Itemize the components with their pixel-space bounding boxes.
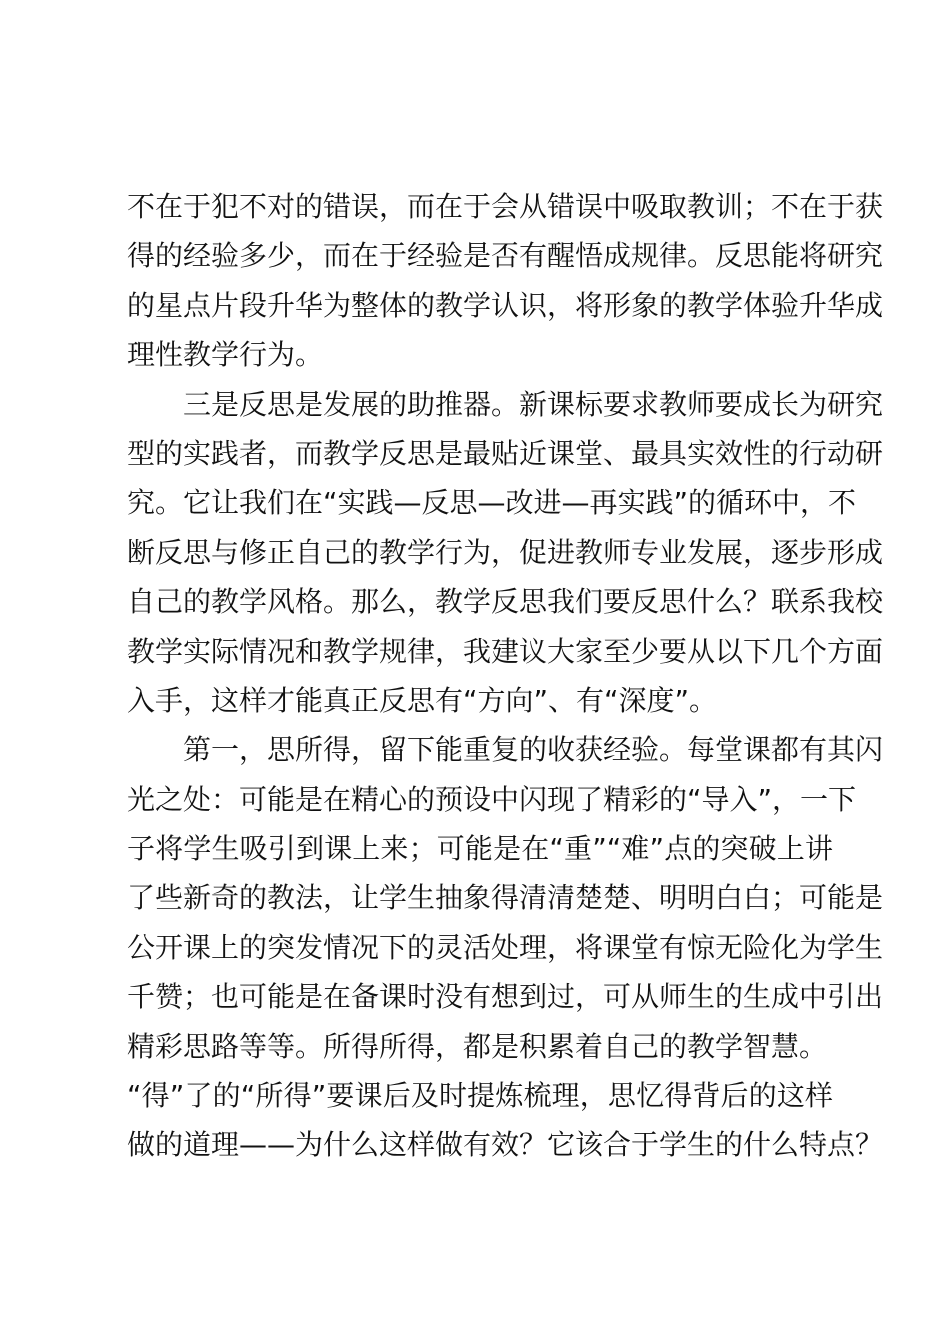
text-line: 了些新奇的教法，让学生抽象得清清楚楚、明明白白；可能是 — [127, 881, 884, 915]
text-line: 第一，思所得，留下能重复的收获经验。每堂课都有其闪 — [127, 733, 884, 767]
text-line: 自己的教学风格。那么，教学反思我们要反思什么？联系我校 — [127, 585, 884, 619]
body-text — [127, 182, 884, 1170]
text-line: 入手，这样才能真正反思有“方向”、有“深度”。 — [127, 683, 718, 717]
text-line: 理性教学行为。 — [127, 338, 324, 372]
text-line: 究。它让我们在“实践—反思—改进—再实践”的循环中，不 — [127, 486, 857, 520]
text-line: 断反思与修正自己的教学行为，促进教师专业发展，逐步形成 — [127, 535, 884, 569]
text-line: 公开课上的突发情况下的灵活处理，将课堂有惊无险化为学生 — [127, 930, 884, 964]
text-line: 子将学生吸引到课上来；可能是在“重”“难”点的突破上讲 — [127, 832, 833, 866]
text-line: 的星点片段升华为整体的教学认识，将形象的教学体验升华成 — [127, 288, 884, 322]
text-line: 教学实际情况和教学规律，我建议大家至少要从以下几个方面 — [127, 634, 884, 668]
text-line: 光之处：可能是在精心的预设中闪现了精彩的“导入”，一下 — [127, 782, 857, 816]
text-line: 做的道理——为什么这样做有效？它该合于学生的什么特点？ — [127, 1128, 884, 1162]
text-line: 型的实践者，而教学反思是最贴近课堂、最具实效性的行动研 — [127, 436, 884, 470]
text-line: 不在于犯不对的错误，而在于会从错误中吸取教训；不在于获 — [127, 190, 884, 223]
text-line: 得的经验多少，而在于经验是否有醒悟成规律。反思能将研究 — [127, 239, 884, 273]
text-line: 精彩思路等等。所得所得，都是积累着自己的教学智慧。 — [127, 1029, 828, 1063]
text-line: “得”了的“所得”要课后及时提炼梳理，思忆得背后的这样 — [127, 1079, 833, 1113]
text-line: 三是反思是发展的助推器。新课标要求教师要成长为研究 — [127, 387, 884, 421]
text-line: 千赞；也可能是在备课时没有想到过，可从师生的生成中引出 — [127, 980, 884, 1014]
